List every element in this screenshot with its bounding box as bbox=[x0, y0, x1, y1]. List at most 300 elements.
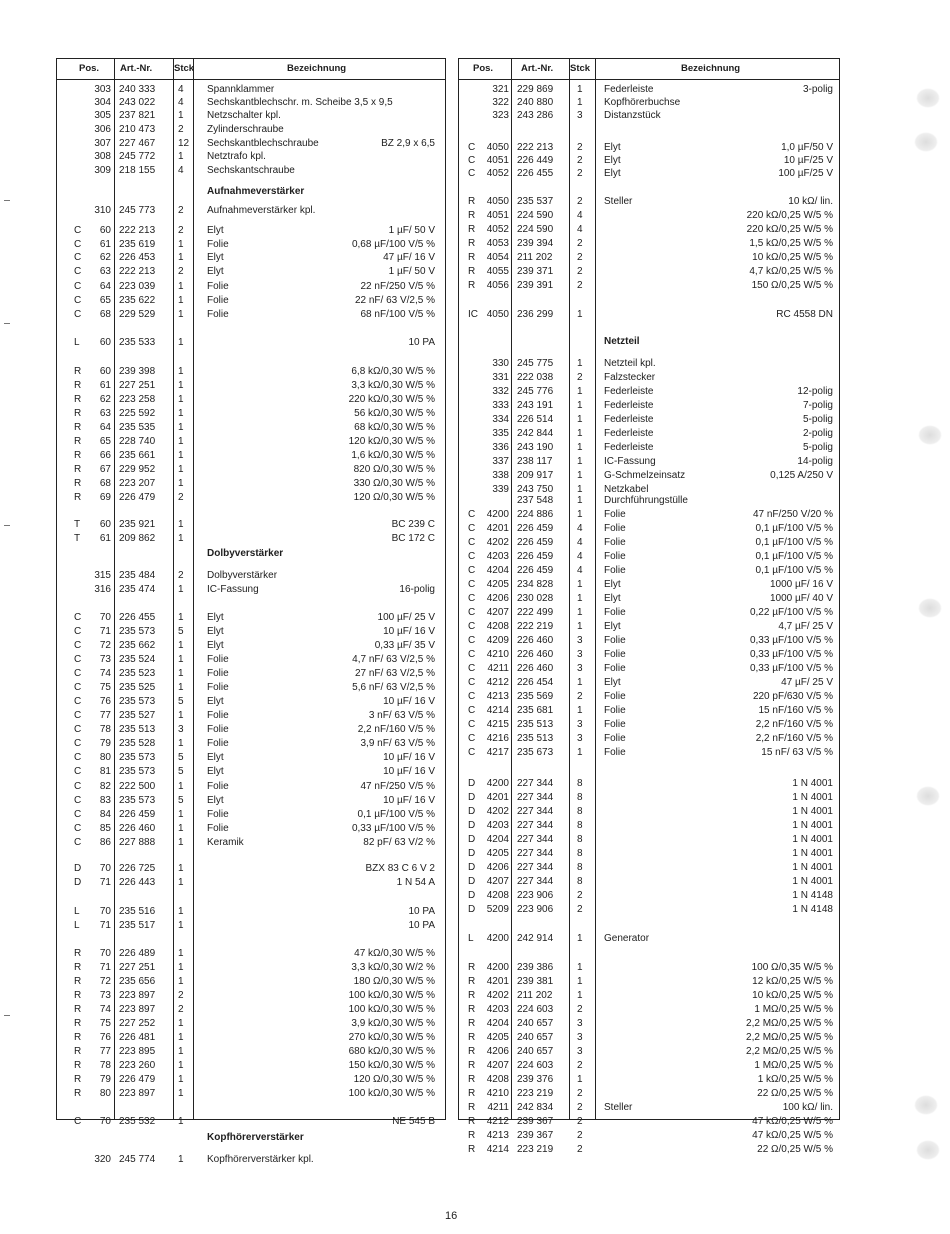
position-number: 4051 bbox=[486, 155, 509, 166]
table-row bbox=[459, 508, 839, 521]
value-spec: 1 N 4148 bbox=[792, 904, 833, 915]
article-number: 235 525 bbox=[119, 682, 156, 693]
position-number: 4204 bbox=[486, 834, 509, 845]
component-type: C bbox=[74, 239, 82, 250]
component-type: C bbox=[74, 724, 82, 735]
value-spec: 2-polig bbox=[802, 428, 833, 439]
value-spec: 10 kΩ/0,25 W/5 % bbox=[752, 990, 833, 1001]
quantity: 1 bbox=[577, 386, 583, 397]
article-number: 226 460 bbox=[517, 663, 554, 674]
article-number: 235 573 bbox=[119, 696, 156, 707]
position-number: 323 bbox=[492, 110, 509, 121]
table-row bbox=[57, 919, 445, 932]
value-spec: 12-polig bbox=[797, 386, 833, 397]
article-number: 229 869 bbox=[517, 84, 554, 95]
quantity: 1 bbox=[577, 607, 583, 618]
position-number: 4202 bbox=[486, 537, 509, 548]
article-number: 226 459 bbox=[517, 565, 554, 576]
component-type: C bbox=[74, 281, 82, 292]
article-number: 235 513 bbox=[517, 733, 554, 744]
table-row bbox=[57, 294, 445, 307]
quantity: 1 bbox=[178, 252, 184, 263]
quantity: 1 bbox=[178, 948, 184, 959]
position-number: 4203 bbox=[486, 551, 509, 562]
value-spec: 330 Ω/0,30 W/5 % bbox=[353, 478, 435, 489]
position-number: 71 bbox=[99, 877, 111, 888]
quantity: 1 bbox=[178, 239, 184, 250]
table-row bbox=[57, 794, 445, 807]
value-spec: 220 pF/630 V/5 % bbox=[752, 691, 833, 702]
position-number: 4056 bbox=[486, 280, 509, 291]
component-type: R bbox=[468, 210, 476, 221]
value-spec: 68 kΩ/0,30 W/5 % bbox=[354, 422, 435, 433]
component-type: D bbox=[468, 904, 476, 915]
article-number: 235 535 bbox=[119, 422, 156, 433]
table-row bbox=[57, 1153, 445, 1166]
description: Elyt bbox=[604, 579, 621, 590]
quantity: 1 bbox=[178, 1060, 184, 1071]
position-number: 68 bbox=[99, 478, 111, 489]
quantity: 1 bbox=[178, 436, 184, 447]
position-number: 85 bbox=[99, 823, 111, 834]
scan-hole-mark bbox=[916, 88, 940, 108]
value-spec: 1 µF/ 50 V bbox=[388, 266, 435, 277]
article-number: 227 344 bbox=[517, 834, 554, 845]
table-row bbox=[57, 532, 445, 545]
description: Folie bbox=[604, 705, 626, 716]
position-number: 73 bbox=[99, 990, 111, 1001]
article-number: 226 459 bbox=[119, 809, 156, 820]
position-number: 305 bbox=[94, 110, 111, 121]
quantity: 2 bbox=[577, 1004, 583, 1015]
value-spec: 0,22 µF/100 V/5 % bbox=[749, 607, 833, 618]
table-row bbox=[57, 109, 445, 122]
description: Folie bbox=[604, 649, 626, 660]
scan-hole-mark bbox=[918, 598, 942, 618]
article-number: 240 657 bbox=[517, 1046, 554, 1057]
table-row bbox=[459, 861, 839, 874]
quantity: 12 bbox=[178, 138, 190, 149]
position-number: 4200 bbox=[486, 778, 509, 789]
position-number: 70 bbox=[99, 863, 111, 874]
table-row bbox=[459, 746, 839, 759]
article-number: 237 821 bbox=[119, 110, 156, 121]
description: Sechskantblechschr. m. Scheibe 3,5 x 9,5 bbox=[207, 97, 393, 108]
description: Elyt bbox=[207, 795, 224, 806]
component-type: C bbox=[468, 607, 476, 618]
article-number: 223 897 bbox=[119, 1004, 156, 1015]
table-row bbox=[459, 385, 839, 398]
quantity: 1 bbox=[178, 1088, 184, 1099]
position-number: 68 bbox=[99, 309, 111, 320]
article-number: 245 776 bbox=[517, 386, 554, 397]
position-number: 62 bbox=[99, 252, 111, 263]
article-number: 235 532 bbox=[119, 1116, 156, 1127]
value-spec: 3,9 kΩ/0,30 W/5 % bbox=[351, 1018, 435, 1029]
edge-mark bbox=[4, 200, 10, 201]
value-spec: BC 172 C bbox=[391, 533, 435, 544]
position-number: 4206 bbox=[486, 862, 509, 873]
table-row bbox=[57, 1115, 445, 1128]
position-number: 4206 bbox=[486, 1046, 509, 1057]
component-type: C bbox=[468, 677, 476, 688]
quantity: 2 bbox=[178, 225, 184, 236]
quantity: 1 bbox=[178, 584, 184, 595]
table-row bbox=[459, 141, 839, 154]
component-type: R bbox=[74, 450, 82, 461]
article-number: 227 467 bbox=[119, 138, 156, 149]
component-type: C bbox=[74, 295, 82, 306]
value-spec: 2,2 nF/160 V/5 % bbox=[755, 719, 833, 730]
description: Federleiste bbox=[604, 442, 654, 453]
component-type: T bbox=[74, 533, 81, 544]
position-number: 63 bbox=[99, 266, 111, 277]
component-type: R bbox=[74, 422, 82, 433]
value-spec: 47 kΩ/0,30 W/5 % bbox=[354, 948, 435, 959]
table-row bbox=[459, 223, 839, 236]
scan-hole-mark bbox=[916, 786, 940, 806]
header-stck: Stck bbox=[570, 63, 591, 74]
table-row bbox=[459, 1101, 839, 1114]
quantity: 3 bbox=[577, 1046, 583, 1057]
table-row bbox=[57, 569, 445, 582]
table-row bbox=[459, 237, 839, 250]
value-spec: 22 Ω/0,25 W/5 % bbox=[757, 1144, 833, 1155]
value-spec: 2,2 nF/160 V/5 % bbox=[357, 724, 435, 735]
description: Aufnahmeverstärker kpl. bbox=[207, 205, 316, 216]
article-number: 223 207 bbox=[119, 478, 156, 489]
quantity: 1 bbox=[178, 1046, 184, 1057]
value-spec: 47 nF/250 V/5 % bbox=[360, 781, 435, 792]
section-title: Kopfhörerverstärker bbox=[207, 1132, 304, 1143]
description: Kopfhörerbuchse bbox=[604, 97, 681, 108]
article-number: 235 533 bbox=[119, 337, 156, 348]
component-type: C bbox=[468, 509, 476, 520]
component-type: C bbox=[468, 579, 476, 590]
position-number: 66 bbox=[99, 450, 111, 461]
component-type: R bbox=[468, 280, 476, 291]
quantity: 2 bbox=[178, 570, 184, 581]
article-number: 239 371 bbox=[517, 266, 554, 277]
article-number: 235 673 bbox=[517, 747, 554, 758]
table-row bbox=[459, 494, 839, 507]
table-row bbox=[57, 639, 445, 652]
position-number: 65 bbox=[99, 436, 111, 447]
component-type: R bbox=[74, 1018, 82, 1029]
description: Elyt bbox=[207, 752, 224, 763]
position-number: 60 bbox=[99, 337, 111, 348]
position-number: 4213 bbox=[486, 691, 509, 702]
component-type: C bbox=[468, 168, 476, 179]
description: Elyt bbox=[207, 696, 224, 707]
component-type: C bbox=[468, 593, 476, 604]
position-number: 81 bbox=[99, 766, 111, 777]
quantity: 4 bbox=[577, 565, 583, 576]
description: Zylinderschraube bbox=[207, 124, 284, 135]
quantity: 1 bbox=[178, 837, 184, 848]
quantity: 1 bbox=[577, 84, 583, 95]
value-spec: 4,7 kΩ/0,25 W/5 % bbox=[749, 266, 833, 277]
table-row bbox=[57, 905, 445, 918]
value-spec: 100 kΩ/0,30 W/5 % bbox=[348, 1088, 435, 1099]
article-number: 243 190 bbox=[517, 442, 554, 453]
quantity: 1 bbox=[178, 682, 184, 693]
component-type: R bbox=[468, 1088, 476, 1099]
quantity: 4 bbox=[577, 551, 583, 562]
table-row bbox=[459, 413, 839, 426]
value-spec: 15 nF/160 V/5 % bbox=[758, 705, 833, 716]
value-spec: 6,8 kΩ/0,30 W/5 % bbox=[351, 366, 435, 377]
quantity: 1 bbox=[577, 962, 583, 973]
description: Netztrafo kpl. bbox=[207, 151, 266, 162]
article-number: 240 333 bbox=[119, 84, 156, 95]
quantity: 1 bbox=[178, 809, 184, 820]
position-number: 78 bbox=[99, 1060, 111, 1071]
table-row bbox=[459, 441, 839, 454]
position-number: 337 bbox=[492, 456, 509, 467]
article-number: 242 914 bbox=[517, 933, 554, 944]
component-type: R bbox=[468, 1060, 476, 1071]
quantity: 1 bbox=[577, 747, 583, 758]
position-number: 65 bbox=[99, 295, 111, 306]
article-number: 238 117 bbox=[517, 456, 553, 467]
description: Generator bbox=[604, 933, 650, 944]
article-number: 211 202 bbox=[517, 990, 553, 1001]
component-type: C bbox=[74, 766, 82, 777]
quantity: 1 bbox=[178, 151, 184, 162]
value-spec: 0,1 µF/100 V/5 % bbox=[357, 809, 435, 820]
value-spec: 1,0 µF/50 V bbox=[781, 142, 833, 153]
position-number: 64 bbox=[99, 422, 111, 433]
value-spec: BZX 83 C 6 V 2 bbox=[365, 863, 435, 874]
table-row bbox=[459, 251, 839, 264]
article-number: 227 251 bbox=[119, 962, 156, 973]
component-type: R bbox=[74, 1046, 82, 1057]
description: Elyt bbox=[207, 225, 224, 236]
position-number: 309 bbox=[94, 165, 111, 176]
quantity: 4 bbox=[577, 537, 583, 548]
component-type: L bbox=[74, 906, 80, 917]
position-number: 60 bbox=[99, 225, 111, 236]
article-number: 222 500 bbox=[119, 781, 156, 792]
position-number: 4214 bbox=[486, 1144, 509, 1155]
table-row bbox=[57, 407, 445, 420]
position-number: 4208 bbox=[486, 890, 509, 901]
table-row bbox=[459, 1073, 839, 1086]
value-spec: 100 kΩ/ lin. bbox=[782, 1102, 833, 1113]
value-spec: 220 kΩ/0,25 W/5 % bbox=[746, 210, 833, 221]
quantity: 1 bbox=[178, 654, 184, 665]
quantity: 1 bbox=[577, 428, 583, 439]
position-number: 4207 bbox=[486, 607, 509, 618]
table-row bbox=[57, 737, 445, 750]
value-spec: BZ 2,9 x 6,5 bbox=[381, 138, 435, 149]
article-number: 226 489 bbox=[119, 948, 156, 959]
section-heading bbox=[57, 547, 445, 560]
description: Elyt bbox=[207, 626, 224, 637]
value-spec: 0,125 A/250 V bbox=[770, 470, 833, 481]
component-type: D bbox=[468, 820, 476, 831]
description: Sechskantschraube bbox=[207, 165, 295, 176]
position-number: 306 bbox=[94, 124, 111, 135]
table-row bbox=[459, 371, 839, 384]
position-number: 84 bbox=[99, 809, 111, 820]
component-type: C bbox=[74, 626, 82, 637]
table-row bbox=[459, 847, 839, 860]
description: Elyt bbox=[604, 142, 621, 153]
table-row bbox=[459, 634, 839, 647]
value-spec: 10 µF/ 16 V bbox=[383, 795, 435, 806]
description: Folie bbox=[604, 551, 626, 562]
table-row bbox=[57, 947, 445, 960]
position-number: 80 bbox=[99, 752, 111, 763]
table-row bbox=[459, 1059, 839, 1072]
value-spec: 1,5 kΩ/0,25 W/5 % bbox=[749, 238, 833, 249]
quantity: 1 bbox=[178, 1018, 184, 1029]
table-row bbox=[57, 365, 445, 378]
position-number: 4054 bbox=[486, 252, 509, 263]
value-spec: 100 µF/25 V bbox=[778, 168, 833, 179]
article-number: 227 252 bbox=[119, 1018, 156, 1029]
component-type: R bbox=[468, 224, 476, 235]
quantity: 2 bbox=[577, 890, 583, 901]
table-row bbox=[57, 164, 445, 177]
description: Distanzstück bbox=[604, 110, 661, 121]
article-number: 227 344 bbox=[517, 820, 554, 831]
position-number: 63 bbox=[99, 408, 111, 419]
position-number: 64 bbox=[99, 281, 111, 292]
description: Folie bbox=[207, 710, 229, 721]
article-number: 222 213 bbox=[119, 266, 156, 277]
component-type: R bbox=[468, 1116, 476, 1127]
table-row bbox=[57, 123, 445, 136]
table-row bbox=[57, 204, 445, 217]
table-row bbox=[57, 96, 445, 109]
table-row bbox=[459, 676, 839, 689]
value-spec: 1,6 kΩ/0,30 W/5 % bbox=[351, 450, 435, 461]
table-row bbox=[57, 975, 445, 988]
table-row bbox=[57, 836, 445, 849]
article-number: 235 661 bbox=[119, 450, 156, 461]
article-number: 223 260 bbox=[119, 1060, 156, 1071]
table-row bbox=[459, 96, 839, 109]
article-number: 227 251 bbox=[119, 380, 156, 391]
position-number: 4052 bbox=[486, 168, 509, 179]
description: Folie bbox=[207, 281, 229, 292]
quantity: 1 bbox=[178, 281, 184, 292]
quantity: 2 bbox=[577, 691, 583, 702]
position-number: 4200 bbox=[486, 962, 509, 973]
description: Sechskantblechschraube bbox=[207, 138, 319, 149]
position-number: 4212 bbox=[486, 1116, 509, 1127]
value-spec: 1 N 4001 bbox=[792, 778, 833, 789]
position-number: 71 bbox=[99, 962, 111, 973]
value-spec: 10 µF/ 16 V bbox=[383, 626, 435, 637]
quantity: 8 bbox=[577, 862, 583, 873]
table-row bbox=[459, 1143, 839, 1156]
value-spec: 1 N 54 A bbox=[396, 877, 435, 888]
article-number: 235 569 bbox=[517, 691, 554, 702]
position-number: 322 bbox=[492, 97, 509, 108]
header-bezeichnung: Bezeichnung bbox=[287, 63, 347, 74]
article-number: 239 367 bbox=[517, 1130, 554, 1141]
component-type: D bbox=[468, 778, 476, 789]
position-number: 61 bbox=[99, 533, 111, 544]
value-spec: 220 kΩ/0,30 W/5 % bbox=[348, 394, 435, 405]
table-row bbox=[459, 536, 839, 549]
quantity: 1 bbox=[178, 863, 184, 874]
table-row bbox=[57, 421, 445, 434]
description: Folie bbox=[207, 724, 229, 735]
table-row bbox=[459, 1115, 839, 1128]
description: Elyt bbox=[604, 155, 621, 166]
position-number: 4205 bbox=[486, 1032, 509, 1043]
component-type: R bbox=[74, 948, 82, 959]
quantity: 1 bbox=[178, 478, 184, 489]
value-spec: 100 Ω/0,35 W/5 % bbox=[751, 962, 833, 973]
description: Folie bbox=[604, 537, 626, 548]
position-number: 304 bbox=[94, 97, 111, 108]
article-number: 227 344 bbox=[517, 778, 554, 789]
quantity: 1 bbox=[577, 933, 583, 944]
article-number: 226 449 bbox=[517, 155, 554, 166]
article-number: 226 460 bbox=[517, 635, 554, 646]
quantity: 1 bbox=[178, 295, 184, 306]
table-row bbox=[57, 463, 445, 476]
value-spec: 10 µF/ 16 V bbox=[383, 752, 435, 763]
table-row bbox=[459, 690, 839, 703]
quantity: 1 bbox=[178, 110, 184, 121]
table-row bbox=[57, 1059, 445, 1072]
quantity: 8 bbox=[577, 792, 583, 803]
value-spec: 150 kΩ/0,30 W/5 % bbox=[348, 1060, 435, 1071]
quantity: 1 bbox=[178, 962, 184, 973]
table-row bbox=[57, 251, 445, 264]
position-number: 4216 bbox=[486, 733, 509, 744]
article-number: 235 573 bbox=[119, 752, 156, 763]
description: Federleiste bbox=[604, 414, 654, 425]
header-bezeichnung: Bezeichnung bbox=[681, 63, 741, 74]
article-number: 226 459 bbox=[517, 551, 554, 562]
article-number: 227 344 bbox=[517, 792, 554, 803]
position-number: 330 bbox=[492, 358, 509, 369]
value-spec: 220 kΩ/0,25 W/5 % bbox=[746, 224, 833, 235]
component-type: D bbox=[468, 792, 476, 803]
value-spec: 1 N 4001 bbox=[792, 876, 833, 887]
position-number: 321 bbox=[492, 84, 509, 95]
value-spec: 12 kΩ/0,25 W/5 % bbox=[752, 976, 833, 987]
value-spec: 1 MΩ/0,25 W/5 % bbox=[754, 1004, 833, 1015]
component-type: C bbox=[468, 719, 476, 730]
article-number: 226 479 bbox=[119, 1074, 156, 1085]
value-spec: 10 µF/25 V bbox=[783, 155, 833, 166]
position-number: 333 bbox=[492, 400, 509, 411]
position-number: 336 bbox=[492, 442, 509, 453]
article-number: 227 344 bbox=[517, 876, 554, 887]
table-row bbox=[459, 1087, 839, 1100]
table-row bbox=[57, 1017, 445, 1030]
component-type: C bbox=[74, 640, 82, 651]
quantity: 3 bbox=[577, 1018, 583, 1029]
quantity: 1 bbox=[577, 470, 583, 481]
position-number: 4203 bbox=[486, 1004, 509, 1015]
position-number: 77 bbox=[99, 1046, 111, 1057]
quantity: 2 bbox=[577, 266, 583, 277]
description: Keramik bbox=[207, 837, 244, 848]
quantity: 8 bbox=[577, 848, 583, 859]
value-spec: 1 kΩ/0,25 W/5 % bbox=[757, 1074, 833, 1085]
description: Folie bbox=[604, 663, 626, 674]
